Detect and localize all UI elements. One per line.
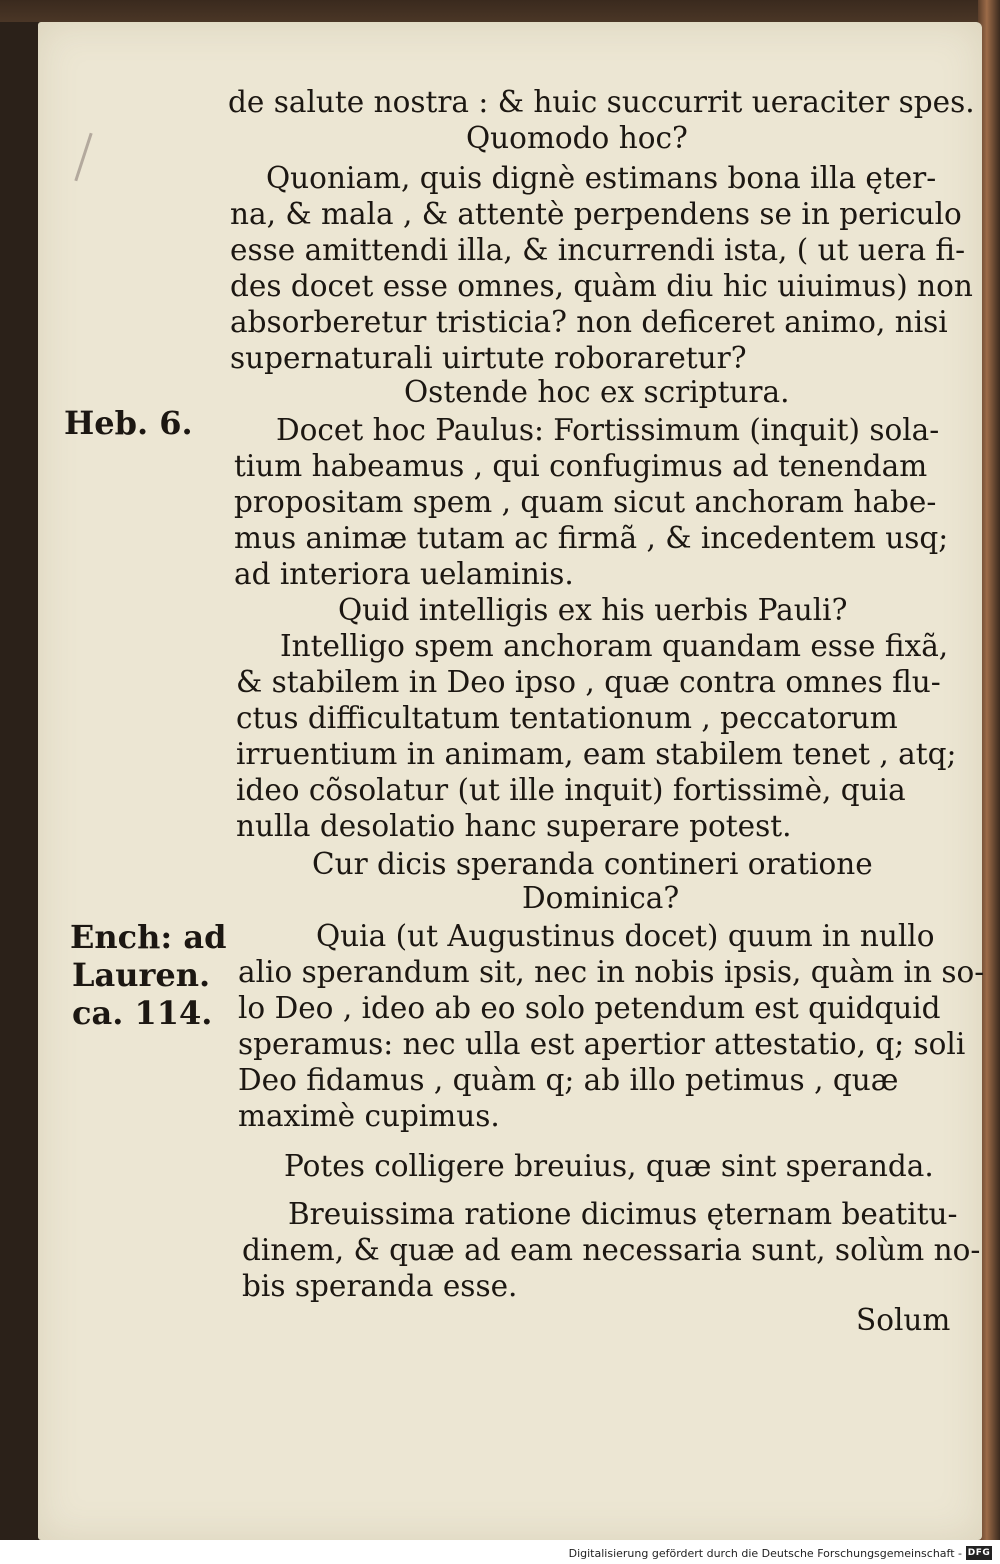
text-line: des docet esse omnes, quàm diu hic uiuimus) non: [230, 269, 973, 303]
catchword: Solum: [856, 1303, 951, 1337]
text-line: bis speranda esse.: [242, 1269, 518, 1303]
text-line: ctus difficultatum tentationum , peccatorum: [236, 701, 898, 735]
text-line: alio sperandum sit, nec in nobis ipsis, quàm in so-: [238, 955, 985, 989]
text-line: Intelligo spem anchoram quandam esse fixã,: [280, 629, 949, 663]
text-line: nulla desolatio hanc superare potest.: [236, 809, 792, 843]
text-line: de salute nostra : & huic succurrit ueraciter spes.: [228, 85, 975, 119]
marginal-note: Lauren.: [72, 956, 211, 994]
text-line: Quia (ut Augustinus docet) quum in nullo: [316, 919, 935, 953]
question-heading: Potes colligere breuius, quæ sint speranda.: [284, 1149, 934, 1183]
text-line: absorberetur tristicia? non deficeret animo, nisi: [230, 305, 948, 339]
text-line: propositam spem , quam sicut anchoram habe-: [234, 485, 937, 519]
text-line: irruentium in animam, eam stabilem tenet , atq;: [236, 737, 957, 771]
text-line: Docet hoc Paulus: Fortissimum (inquit) sola-: [276, 413, 940, 447]
text-line: mus animæ tutam ac firmã , & incedentem usq;: [234, 521, 949, 555]
text-line: Breuissima ratione dicimus ęternam beatitu-: [288, 1197, 958, 1231]
text-line: ideo cõsolatur (ut ille inquit) fortissimè, quia: [236, 773, 906, 807]
text-line: dinem, & quæ ad eam necessaria sunt, solùm no-: [242, 1233, 981, 1267]
dfg-logo: DFG: [967, 1548, 991, 1558]
footer-credit-text: Digitalisierung gefördert durch die Deutsche Forschungsgemeinschaft -: [568, 1547, 962, 1560]
question-heading: Dominica?: [522, 881, 680, 915]
book-edge-top: [0, 0, 1000, 22]
question-heading: Cur dicis speranda contineri oratione: [312, 847, 873, 881]
text-line: tium habeamus , qui confugimus ad tenendam: [234, 449, 928, 483]
text-line: lo Deo , ideo ab eo solo petendum est quidquid: [238, 991, 941, 1025]
text-line: ad interiora uelaminis.: [234, 557, 574, 591]
marginal-note: ca. 114.: [72, 994, 213, 1032]
text-line: maximè cupimus.: [238, 1099, 500, 1133]
footer-bar: [0, 1540, 1000, 1564]
marginal-note: Ench: ad: [70, 918, 227, 956]
text-line: supernaturali uirtute roboraretur?: [230, 341, 747, 375]
text-line: & stabilem in Deo ipso , quæ contra omnes flu-: [236, 665, 941, 699]
marginal-note: Heb. 6.: [64, 404, 193, 442]
question-heading: Quomodo hoc?: [466, 121, 688, 155]
text-line: speramus: nec ulla est apertior attestatio, q; soli: [238, 1027, 966, 1061]
question-heading: Quid intelligis ex his uerbis Pauli?: [338, 593, 848, 627]
text-line: esse amittendi illa, & incurrendi ista, ( ut uera fi-: [230, 233, 966, 267]
question-heading: Ostende hoc ex scriptura.: [404, 375, 790, 409]
text-line: Quoniam, quis dignè estimans bona illa ęter-: [266, 161, 937, 195]
text-line: na, & mala , & attentè perpendens se in periculo: [230, 197, 962, 231]
text-line: Deo fidamus , quàm q; ab illo petimus , quæ: [238, 1063, 899, 1097]
